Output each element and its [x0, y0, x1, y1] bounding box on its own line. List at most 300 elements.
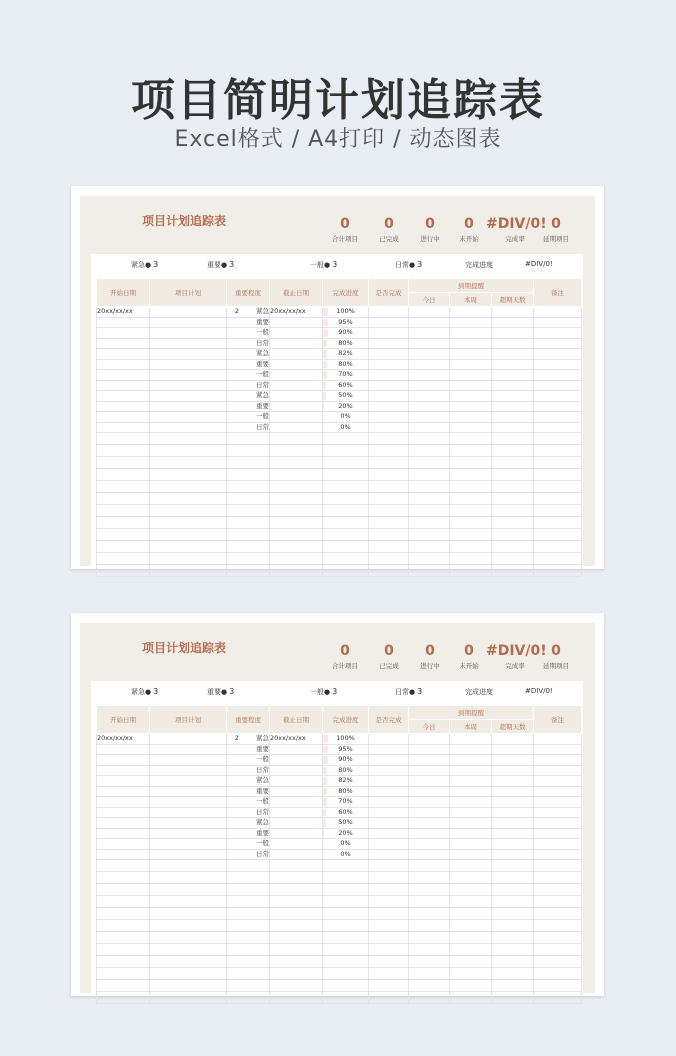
table-cell[interactable]	[97, 445, 150, 457]
cell-done[interactable]	[369, 380, 409, 391]
cell-done[interactable]	[369, 370, 409, 381]
cell-plan[interactable]	[150, 849, 227, 860]
cell-importance[interactable]	[227, 797, 270, 808]
cell-start-date[interactable]	[97, 338, 150, 349]
table-cell[interactable]	[534, 529, 582, 541]
cell-plan[interactable]	[150, 359, 227, 370]
table-cell[interactable]	[150, 980, 227, 992]
table-cell[interactable]	[270, 944, 323, 956]
cell-plan[interactable]	[150, 391, 227, 402]
table-cell[interactable]	[369, 968, 409, 980]
cell-done[interactable]	[369, 359, 409, 370]
table-cell[interactable]	[450, 908, 492, 920]
cell-done[interactable]	[369, 412, 409, 423]
cell-today[interactable]	[409, 380, 450, 391]
cell-start-date[interactable]	[97, 849, 150, 860]
table-cell[interactable]	[270, 980, 323, 992]
cell-done[interactable]	[369, 786, 409, 797]
cell-plan[interactable]	[150, 328, 227, 339]
cell-deadline[interactable]	[270, 338, 323, 349]
cell-done[interactable]	[369, 422, 409, 433]
cell-deadline[interactable]	[270, 359, 323, 370]
cell-notes[interactable]	[534, 391, 582, 402]
cell-start-date[interactable]	[97, 401, 150, 412]
table-cell[interactable]	[270, 445, 323, 457]
table-cell[interactable]	[492, 992, 534, 1004]
cell-days-over[interactable]	[492, 797, 534, 808]
cell-done[interactable]	[369, 338, 409, 349]
table-cell[interactable]	[534, 505, 582, 517]
table-cell[interactable]	[323, 553, 369, 565]
table-cell[interactable]	[227, 896, 270, 908]
table-cell[interactable]	[150, 908, 227, 920]
table-cell[interactable]	[270, 992, 323, 1004]
cell-importance[interactable]	[227, 734, 270, 745]
table-cell[interactable]	[323, 896, 369, 908]
table-cell[interactable]	[227, 481, 270, 493]
table-cell[interactable]	[323, 920, 369, 932]
cell-deadline[interactable]	[270, 349, 323, 360]
table-cell[interactable]	[369, 529, 409, 541]
table-cell[interactable]	[369, 505, 409, 517]
table-cell[interactable]	[323, 493, 369, 505]
table-cell[interactable]	[227, 956, 270, 968]
table-cell[interactable]	[97, 517, 150, 529]
cell-done[interactable]	[369, 765, 409, 776]
cell-plan[interactable]	[150, 412, 227, 423]
table-cell[interactable]	[150, 505, 227, 517]
cell-progress[interactable]	[323, 307, 369, 318]
table-cell[interactable]	[97, 860, 150, 872]
cell-plan[interactable]	[150, 797, 227, 808]
table-cell[interactable]	[270, 896, 323, 908]
cell-start-date[interactable]	[97, 828, 150, 839]
table-cell[interactable]	[227, 541, 270, 553]
table-cell[interactable]	[323, 541, 369, 553]
cell-days-over[interactable]	[492, 744, 534, 755]
table-cell[interactable]	[409, 517, 450, 529]
cell-this-week[interactable]	[450, 744, 492, 755]
cell-notes[interactable]	[534, 401, 582, 412]
cell-progress[interactable]	[323, 818, 369, 829]
table-cell[interactable]	[150, 493, 227, 505]
cell-start-date[interactable]	[97, 317, 150, 328]
cell-importance[interactable]	[227, 839, 270, 850]
cell-deadline[interactable]	[270, 797, 323, 808]
table-cell[interactable]	[534, 968, 582, 980]
cell-importance[interactable]	[227, 765, 270, 776]
cell-importance[interactable]	[227, 307, 270, 318]
table-cell[interactable]	[97, 457, 150, 469]
table-cell[interactable]	[369, 541, 409, 553]
table-cell[interactable]	[227, 944, 270, 956]
table-cell[interactable]	[150, 860, 227, 872]
cell-today[interactable]	[409, 391, 450, 402]
table-cell[interactable]	[323, 529, 369, 541]
table-cell[interactable]	[492, 565, 534, 577]
table-cell[interactable]	[492, 433, 534, 445]
table-cell[interactable]	[534, 884, 582, 896]
table-cell[interactable]	[227, 445, 270, 457]
table-cell[interactable]	[150, 433, 227, 445]
table-cell[interactable]	[534, 944, 582, 956]
table-cell[interactable]	[534, 553, 582, 565]
table-cell[interactable]	[270, 529, 323, 541]
table-cell[interactable]	[323, 932, 369, 944]
table-cell[interactable]	[369, 908, 409, 920]
cell-days-over[interactable]	[492, 734, 534, 745]
cell-start-date[interactable]	[97, 755, 150, 766]
cell-deadline[interactable]	[270, 744, 323, 755]
cell-today[interactable]	[409, 370, 450, 381]
cell-done[interactable]	[369, 328, 409, 339]
cell-deadline[interactable]	[270, 380, 323, 391]
table-cell[interactable]	[323, 884, 369, 896]
cell-this-week[interactable]	[450, 839, 492, 850]
cell-today[interactable]	[409, 828, 450, 839]
cell-importance[interactable]	[227, 370, 270, 381]
cell-today[interactable]	[409, 744, 450, 755]
table-cell[interactable]	[97, 920, 150, 932]
cell-plan[interactable]	[150, 422, 227, 433]
table-cell[interactable]	[97, 992, 150, 1004]
table-cell[interactable]	[150, 541, 227, 553]
cell-done[interactable]	[369, 776, 409, 787]
table-cell[interactable]	[409, 872, 450, 884]
table-cell[interactable]	[150, 944, 227, 956]
table-cell[interactable]	[409, 541, 450, 553]
table-cell[interactable]	[492, 932, 534, 944]
table-cell[interactable]	[323, 457, 369, 469]
cell-importance[interactable]	[227, 818, 270, 829]
table-cell[interactable]	[323, 469, 369, 481]
cell-days-over[interactable]	[492, 370, 534, 381]
cell-deadline[interactable]	[270, 422, 323, 433]
cell-today[interactable]	[409, 359, 450, 370]
cell-notes[interactable]	[534, 422, 582, 433]
table-cell[interactable]	[97, 565, 150, 577]
cell-today[interactable]	[409, 807, 450, 818]
cell-importance[interactable]	[227, 380, 270, 391]
cell-done[interactable]	[369, 734, 409, 745]
cell-done[interactable]	[369, 807, 409, 818]
cell-progress[interactable]	[323, 349, 369, 360]
cell-today[interactable]	[409, 349, 450, 360]
table-cell[interactable]	[227, 860, 270, 872]
table-cell[interactable]	[534, 872, 582, 884]
cell-this-week[interactable]	[450, 401, 492, 412]
cell-deadline[interactable]	[270, 849, 323, 860]
cell-done[interactable]	[369, 349, 409, 360]
table-cell[interactable]	[492, 469, 534, 481]
cell-this-week[interactable]	[450, 317, 492, 328]
table-cell[interactable]	[534, 860, 582, 872]
cell-importance[interactable]	[227, 776, 270, 787]
cell-progress[interactable]	[323, 828, 369, 839]
table-cell[interactable]	[270, 920, 323, 932]
table-cell[interactable]	[323, 505, 369, 517]
cell-progress[interactable]	[323, 807, 369, 818]
cell-this-week[interactable]	[450, 391, 492, 402]
cell-importance[interactable]	[227, 422, 270, 433]
table-cell[interactable]	[270, 565, 323, 577]
table-cell[interactable]	[409, 980, 450, 992]
cell-today[interactable]	[409, 328, 450, 339]
cell-progress[interactable]	[323, 786, 369, 797]
cell-plan[interactable]	[150, 765, 227, 776]
cell-progress[interactable]	[323, 776, 369, 787]
cell-days-over[interactable]	[492, 765, 534, 776]
table-cell[interactable]	[227, 968, 270, 980]
table-cell[interactable]	[409, 884, 450, 896]
table-cell[interactable]	[369, 860, 409, 872]
cell-deadline[interactable]	[270, 786, 323, 797]
table-cell[interactable]	[150, 920, 227, 932]
table-cell[interactable]	[323, 860, 369, 872]
cell-done[interactable]	[369, 391, 409, 402]
table-cell[interactable]	[450, 956, 492, 968]
cell-this-week[interactable]	[450, 328, 492, 339]
table-cell[interactable]	[270, 541, 323, 553]
table-cell[interactable]	[369, 872, 409, 884]
cell-start-date[interactable]	[97, 359, 150, 370]
table-cell[interactable]	[409, 565, 450, 577]
table-cell[interactable]	[270, 457, 323, 469]
cell-deadline[interactable]	[270, 401, 323, 412]
cell-notes[interactable]	[534, 776, 582, 787]
table-cell[interactable]	[534, 956, 582, 968]
table-cell[interactable]	[409, 457, 450, 469]
table-cell[interactable]	[450, 884, 492, 896]
table-cell[interactable]	[323, 944, 369, 956]
table-cell[interactable]	[450, 433, 492, 445]
cell-start-date[interactable]: 20xx/xx/xx	[97, 734, 150, 745]
cell-notes[interactable]	[534, 786, 582, 797]
table-cell[interactable]	[270, 481, 323, 493]
table-cell[interactable]	[409, 968, 450, 980]
cell-deadline[interactable]: 20xx/xx/xx	[270, 307, 323, 318]
cell-deadline[interactable]	[270, 328, 323, 339]
cell-plan[interactable]	[150, 839, 227, 850]
cell-days-over[interactable]	[492, 422, 534, 433]
cell-days-over[interactable]	[492, 786, 534, 797]
cell-importance[interactable]	[227, 744, 270, 755]
table-cell[interactable]	[150, 896, 227, 908]
cell-plan[interactable]	[150, 755, 227, 766]
cell-this-week[interactable]	[450, 307, 492, 318]
table-cell[interactable]	[450, 980, 492, 992]
table-cell[interactable]	[534, 433, 582, 445]
table-cell[interactable]	[323, 445, 369, 457]
table-cell[interactable]	[323, 968, 369, 980]
cell-done[interactable]	[369, 401, 409, 412]
cell-plan[interactable]	[150, 776, 227, 787]
cell-start-date[interactable]	[97, 786, 150, 797]
table-cell[interactable]	[492, 872, 534, 884]
cell-notes[interactable]	[534, 807, 582, 818]
cell-importance[interactable]	[227, 849, 270, 860]
table-cell[interactable]	[270, 860, 323, 872]
cell-done[interactable]	[369, 818, 409, 829]
cell-this-week[interactable]	[450, 765, 492, 776]
cell-deadline[interactable]	[270, 370, 323, 381]
table-cell[interactable]	[270, 517, 323, 529]
cell-importance[interactable]	[227, 412, 270, 423]
table-cell[interactable]	[450, 505, 492, 517]
cell-plan[interactable]	[150, 786, 227, 797]
cell-start-date[interactable]	[97, 776, 150, 787]
table-cell[interactable]	[323, 908, 369, 920]
table-cell[interactable]	[150, 968, 227, 980]
table-cell[interactable]	[534, 541, 582, 553]
cell-this-week[interactable]	[450, 349, 492, 360]
table-cell[interactable]	[492, 457, 534, 469]
cell-plan[interactable]	[150, 370, 227, 381]
table-cell[interactable]	[534, 992, 582, 1004]
table-cell[interactable]	[534, 920, 582, 932]
table-cell[interactable]	[409, 908, 450, 920]
table-cell[interactable]	[369, 457, 409, 469]
table-cell[interactable]	[323, 872, 369, 884]
cell-days-over[interactable]	[492, 307, 534, 318]
table-cell[interactable]	[492, 956, 534, 968]
cell-today[interactable]	[409, 776, 450, 787]
cell-today[interactable]	[409, 786, 450, 797]
table-cell[interactable]	[97, 553, 150, 565]
table-cell[interactable]	[270, 872, 323, 884]
table-cell[interactable]	[97, 541, 150, 553]
cell-progress[interactable]	[323, 755, 369, 766]
table-cell[interactable]	[150, 565, 227, 577]
table-cell[interactable]	[450, 445, 492, 457]
cell-progress[interactable]	[323, 328, 369, 339]
cell-deadline[interactable]	[270, 317, 323, 328]
table-cell[interactable]	[150, 529, 227, 541]
table-cell[interactable]	[534, 980, 582, 992]
table-cell[interactable]	[492, 860, 534, 872]
table-cell[interactable]	[492, 505, 534, 517]
table-cell[interactable]	[323, 517, 369, 529]
cell-today[interactable]	[409, 765, 450, 776]
cell-days-over[interactable]	[492, 359, 534, 370]
table-cell[interactable]	[369, 884, 409, 896]
cell-today[interactable]	[409, 412, 450, 423]
table-cell[interactable]	[369, 517, 409, 529]
cell-days-over[interactable]	[492, 380, 534, 391]
cell-notes[interactable]	[534, 755, 582, 766]
table-cell[interactable]	[409, 932, 450, 944]
cell-this-week[interactable]	[450, 797, 492, 808]
table-cell[interactable]	[450, 896, 492, 908]
cell-start-date[interactable]	[97, 422, 150, 433]
table-cell[interactable]	[227, 884, 270, 896]
table-cell[interactable]	[369, 493, 409, 505]
cell-plan[interactable]	[150, 828, 227, 839]
table-cell[interactable]	[369, 565, 409, 577]
cell-plan[interactable]	[150, 338, 227, 349]
table-cell[interactable]	[534, 517, 582, 529]
table-cell[interactable]	[369, 944, 409, 956]
table-cell[interactable]	[227, 493, 270, 505]
cell-importance[interactable]	[227, 317, 270, 328]
table-cell[interactable]	[227, 433, 270, 445]
cell-importance[interactable]	[227, 828, 270, 839]
cell-today[interactable]	[409, 401, 450, 412]
cell-importance[interactable]	[227, 349, 270, 360]
table-cell[interactable]	[369, 920, 409, 932]
table-cell[interactable]	[150, 481, 227, 493]
table-cell[interactable]	[492, 553, 534, 565]
cell-notes[interactable]	[534, 359, 582, 370]
cell-this-week[interactable]	[450, 370, 492, 381]
table-cell[interactable]	[150, 992, 227, 1004]
table-cell[interactable]	[97, 505, 150, 517]
cell-plan[interactable]	[150, 807, 227, 818]
table-cell[interactable]	[323, 433, 369, 445]
table-cell[interactable]	[450, 553, 492, 565]
cell-notes[interactable]	[534, 317, 582, 328]
table-cell[interactable]	[492, 884, 534, 896]
table-cell[interactable]	[150, 553, 227, 565]
table-cell[interactable]	[227, 992, 270, 1004]
table-cell[interactable]	[227, 517, 270, 529]
table-cell[interactable]	[97, 433, 150, 445]
table-cell[interactable]	[409, 433, 450, 445]
table-cell[interactable]	[227, 565, 270, 577]
table-cell[interactable]	[369, 956, 409, 968]
cell-notes[interactable]	[534, 328, 582, 339]
table-cell[interactable]	[409, 992, 450, 1004]
cell-notes[interactable]	[534, 818, 582, 829]
cell-this-week[interactable]	[450, 776, 492, 787]
table-cell[interactable]	[369, 469, 409, 481]
table-cell[interactable]	[227, 908, 270, 920]
table-cell[interactable]	[323, 565, 369, 577]
table-cell[interactable]	[450, 992, 492, 1004]
table-cell[interactable]	[450, 565, 492, 577]
cell-deadline[interactable]	[270, 412, 323, 423]
cell-notes[interactable]	[534, 338, 582, 349]
cell-done[interactable]	[369, 307, 409, 318]
cell-notes[interactable]	[534, 828, 582, 839]
table-cell[interactable]	[97, 884, 150, 896]
cell-progress[interactable]	[323, 734, 369, 745]
table-cell[interactable]	[450, 529, 492, 541]
table-cell[interactable]	[409, 944, 450, 956]
table-cell[interactable]	[270, 493, 323, 505]
table-cell[interactable]	[369, 481, 409, 493]
cell-days-over[interactable]	[492, 807, 534, 818]
cell-progress[interactable]	[323, 401, 369, 412]
table-cell[interactable]	[534, 565, 582, 577]
cell-notes[interactable]	[534, 370, 582, 381]
cell-days-over[interactable]	[492, 317, 534, 328]
table-cell[interactable]	[270, 968, 323, 980]
cell-importance[interactable]	[227, 338, 270, 349]
cell-done[interactable]	[369, 317, 409, 328]
cell-this-week[interactable]	[450, 412, 492, 423]
cell-this-week[interactable]	[450, 359, 492, 370]
table-cell[interactable]	[227, 980, 270, 992]
table-cell[interactable]	[409, 920, 450, 932]
table-cell[interactable]	[150, 445, 227, 457]
table-cell[interactable]	[534, 493, 582, 505]
table-cell[interactable]	[150, 457, 227, 469]
table-cell[interactable]	[492, 896, 534, 908]
cell-start-date[interactable]	[97, 797, 150, 808]
table-cell[interactable]	[409, 469, 450, 481]
table-cell[interactable]	[97, 968, 150, 980]
